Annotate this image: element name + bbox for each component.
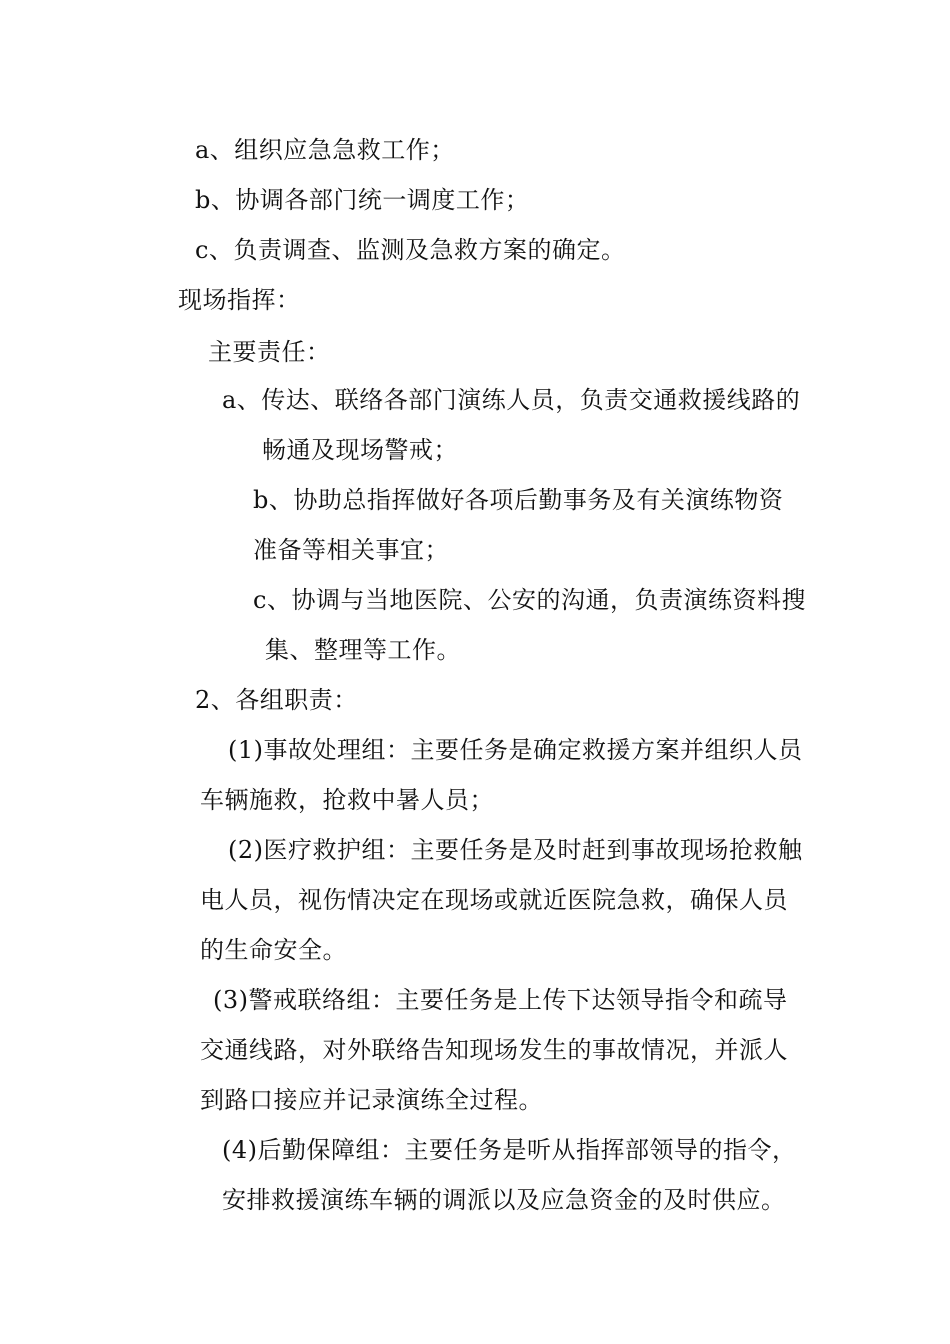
text-line: 车辆施救，抢救中暑人员；	[200, 786, 494, 814]
text-line: 交通线路，对外联络告知现场发生的事故情况，并派人	[200, 1036, 788, 1064]
text-line: (4)后勤保障组：主要任务是听从指挥部领导的指令，	[222, 1136, 797, 1164]
text-line: (3)警戒联络组：主要任务是上传下达领导指令和疏导	[213, 986, 788, 1014]
text-line: 畅通及现场警戒；	[262, 436, 458, 464]
text-line: 的生命安全。	[200, 936, 347, 964]
text-line: a、组织应急急救工作；	[195, 136, 455, 164]
text-line: (2)医疗救护组：主要任务是及时赶到事故现场抢救触	[228, 836, 803, 864]
text-line: 集、整理等工作。	[265, 636, 461, 664]
text-line: (1)事故处理组：主要任务是确定救援方案并组织人员	[228, 736, 803, 764]
section-heading: 现场指挥：	[178, 286, 301, 314]
section-heading: 2、各组职责：	[195, 686, 358, 714]
text-line: 准备等相关事宜；	[253, 536, 449, 564]
text-line: 安排救援演练车辆的调派以及应急资金的及时供应。	[222, 1186, 786, 1214]
text-line: a、传达、联络各部门演练人员，负责交通救援线路的	[222, 386, 801, 414]
text-line: b、协调各部门统一调度工作；	[195, 186, 530, 214]
text-line: c、协调与当地医院、公安的沟通，负责演练资料搜	[253, 586, 806, 614]
text-line: 电人员，视伤情决定在现场或就近医院急救，确保人员	[200, 886, 788, 914]
text-line: c、负责调查、监测及急救方案的确定。	[195, 236, 626, 264]
text-line: 到路口接应并记录演练全过程。	[200, 1086, 543, 1114]
subsection-heading: 主要责任：	[208, 338, 331, 366]
text-line: b、协助总指挥做好各项后勤事务及有关演练物资	[253, 486, 784, 514]
